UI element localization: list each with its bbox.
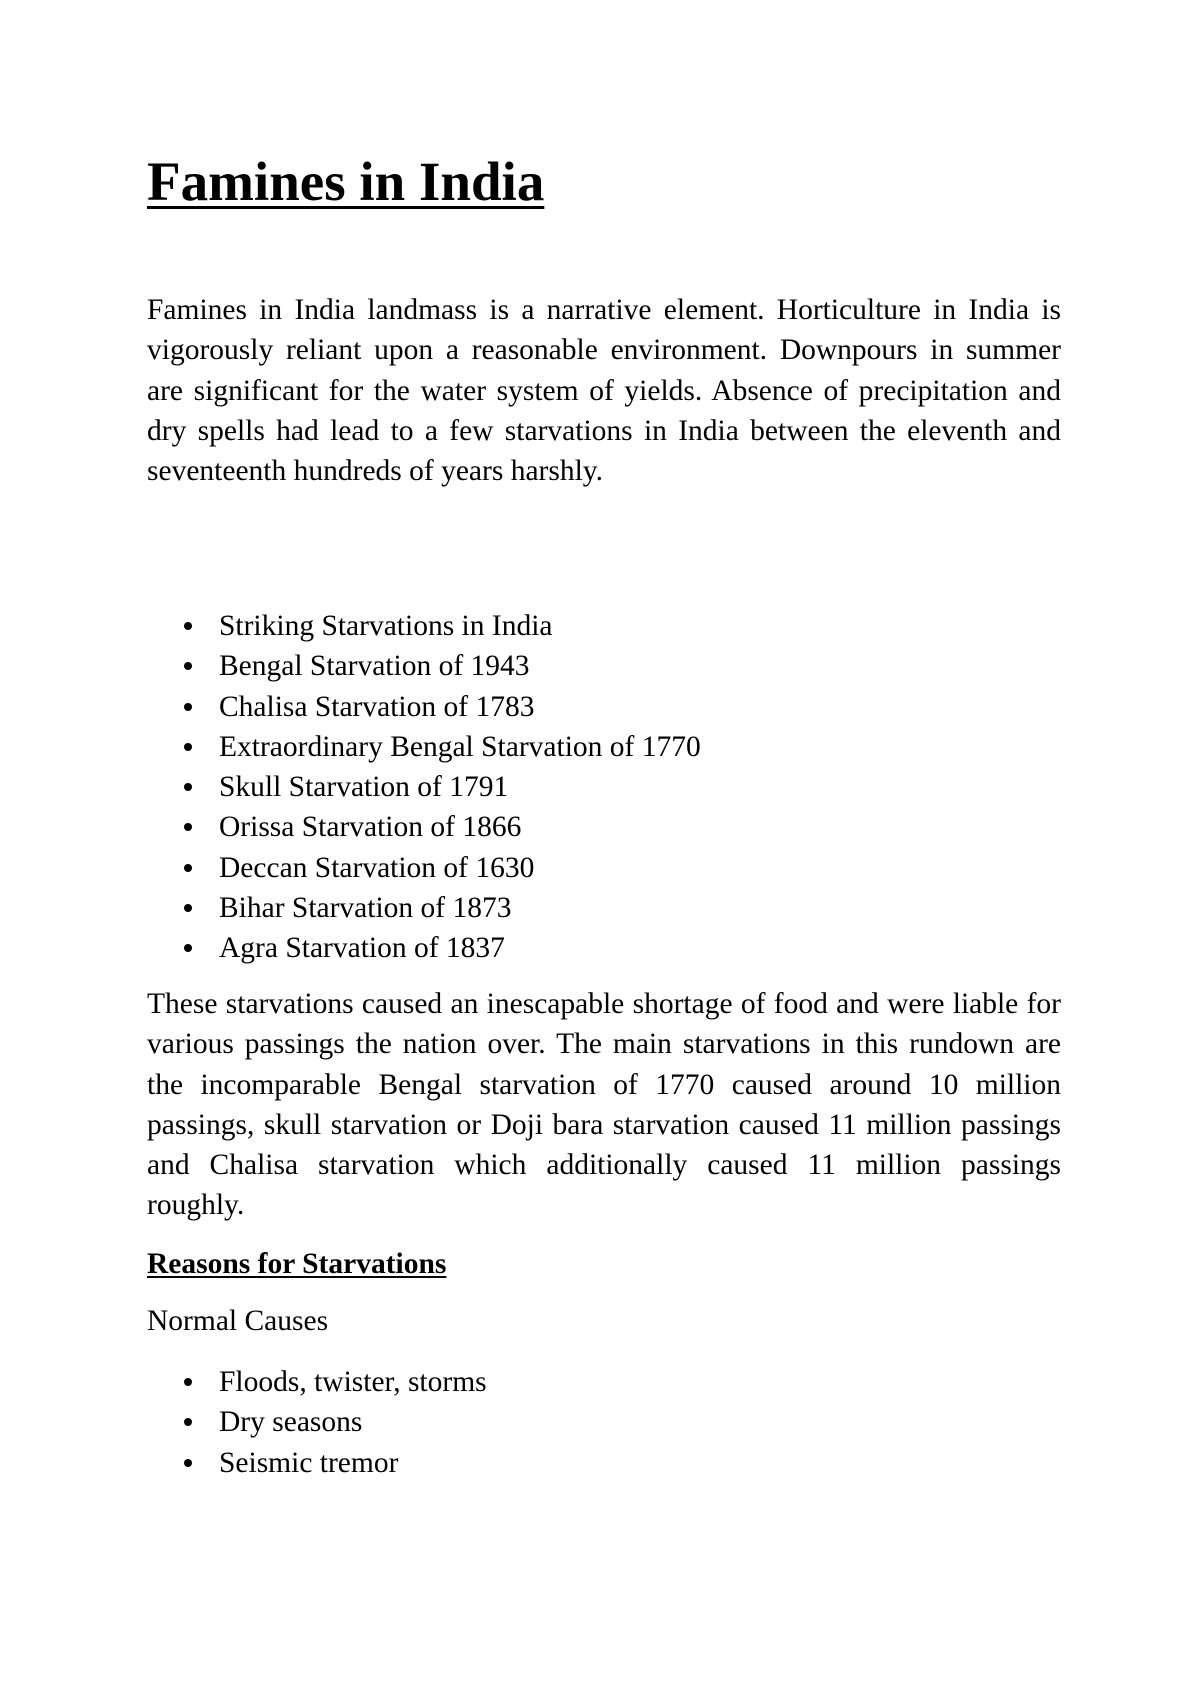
list-item — [147, 1402, 487, 1442]
list-item — [147, 928, 701, 968]
bullet-icon — [184, 783, 192, 791]
list-item-text: Dry seasons — [219, 1406, 363, 1439]
list-item-text: Bihar Starvation of 1873 — [219, 892, 512, 925]
list-item — [147, 767, 701, 807]
famine-list — [147, 606, 701, 969]
list-item-text: Orissa Starvation of 1866 — [219, 811, 522, 844]
list-item-text: Deccan Starvation of 1630 — [219, 851, 535, 884]
list-item — [147, 646, 701, 686]
normal-causes-label: Normal Causes — [147, 1305, 329, 1337]
list-item — [147, 848, 701, 888]
list-item — [147, 888, 701, 928]
list-item — [147, 687, 701, 727]
page-title: Famines in India — [147, 151, 545, 212]
list-item-text: Agra Starvation of 1837 — [219, 932, 505, 965]
bullet-icon — [184, 622, 192, 630]
reasons-heading: Reasons for Starvations — [147, 1248, 447, 1280]
bullet-icon — [184, 904, 192, 912]
intro-paragraph: Famines in India landmass is a narrative element. Horticulture in India is vigorously reliant upon a reasonable environment. Downpours in summer are significant for the water system of yields. Absence of precipitation and dry spells had lead to a few starvations in India between the eleventh and seventeenth hundreds of years harshly. — [147, 294, 1061, 488]
list-item-text: Chalisa Starvation of 1783 — [219, 690, 535, 723]
list-item — [147, 1362, 487, 1402]
bullet-icon — [184, 864, 192, 872]
bullet-icon — [184, 823, 192, 831]
list-item-text: Striking Starvations in India — [219, 610, 553, 642]
list-item — [147, 1443, 487, 1483]
list-item-text: Floods, twister, storms — [219, 1366, 487, 1398]
bullet-icon — [184, 1378, 192, 1386]
list-item — [147, 807, 701, 847]
bullet-icon — [184, 1418, 192, 1426]
normal-causes-list — [147, 1362, 487, 1483]
list-item-text: Skull Starvation of 1791 — [219, 771, 509, 804]
bullet-icon — [184, 743, 192, 751]
list-item — [147, 606, 701, 646]
bullet-icon — [184, 703, 192, 711]
summary-paragraph: These starvations caused an inescapable shortage of food and were liable for various passings the nation over. The main starvations in this rundown are the incomparable Bengal starvation of 1770 caused around 10 million passings, skull starvation or Doji bara starvation caused 11 million passings and Chalisa starvation which additionally caused 11 million passings roughly. — [147, 988, 1061, 1222]
list-item-text: Extraordinary Bengal Starvation of 1770 — [219, 730, 701, 763]
list-item-text: Seismic tremor — [219, 1446, 399, 1479]
list-item — [147, 727, 701, 767]
bullet-icon — [184, 1459, 192, 1467]
bullet-icon — [184, 662, 192, 670]
bullet-icon — [184, 944, 192, 952]
list-item-text: Bengal Starvation of 1943 — [219, 650, 530, 683]
